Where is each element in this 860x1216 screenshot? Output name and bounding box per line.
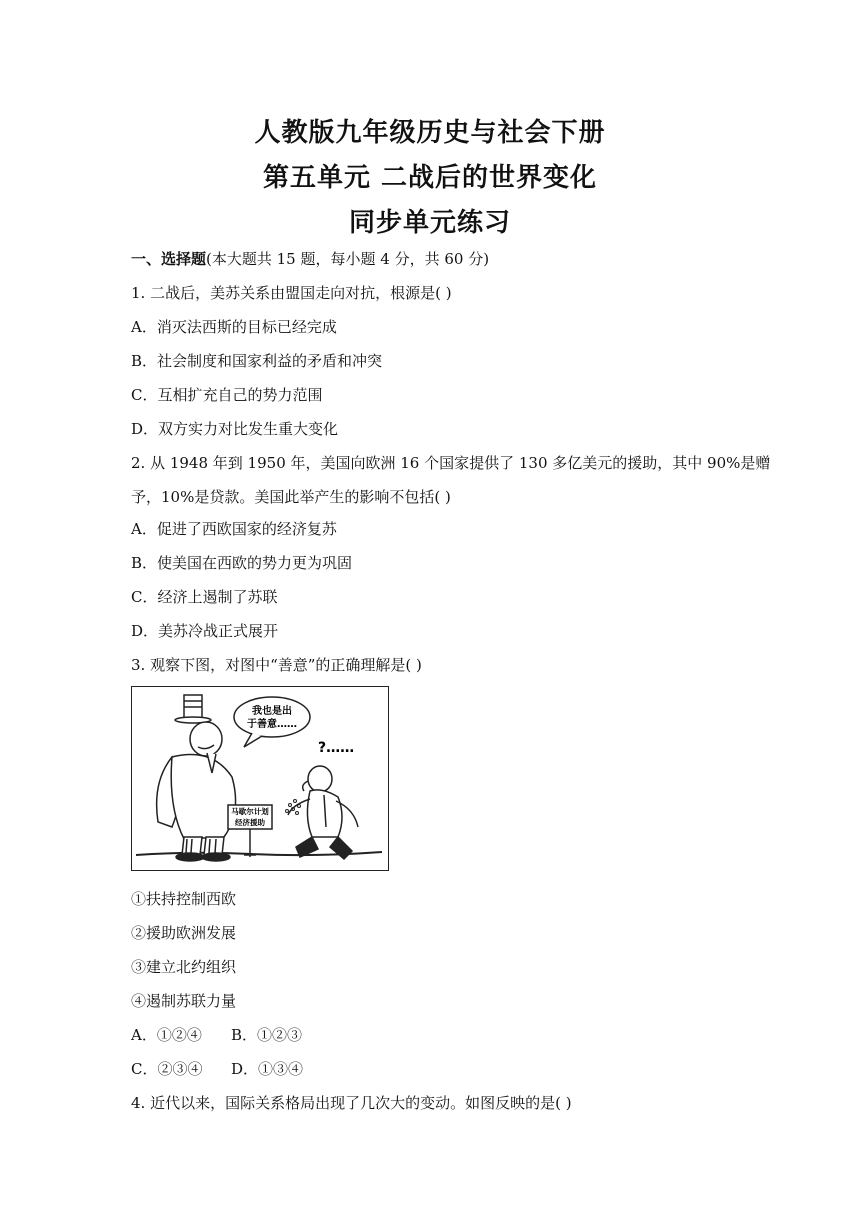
q4-stem: 4. 近代以来，国际关系格局出现了几次大的变动。如图反映的是( ) <box>131 1094 572 1112</box>
q1-option-d: D．双方实力对比发生重大变化 <box>131 420 339 438</box>
q3-stem: 3. 观察下图，对图中“善意”的正确理解是( ) <box>131 656 422 674</box>
q3-item-3: ③建立北约组织 <box>131 958 237 976</box>
section-label: 一、选择题 <box>131 250 207 268</box>
question-mark-text: ?…… <box>318 740 355 756</box>
q3-option-d: D．①③④ <box>231 1060 304 1078</box>
q2-option-b: B．使美国在西欧的势力更为巩固 <box>131 554 353 572</box>
q3-options-row1 <box>131 1024 302 1045</box>
doc-title: 人教版九年级历史与社会下册 <box>254 118 606 148</box>
scribble-decoration <box>286 800 301 815</box>
speech-text-line1: 我也是出 <box>252 706 292 717</box>
q2-option-a: A．促进了西欧国家的经济复苏 <box>131 520 337 538</box>
sign-text-line2: 经济援助 <box>235 818 265 827</box>
q3-option-b: B．①②③ <box>231 1026 303 1044</box>
q2-option-d: D．美苏冷战正式展开 <box>131 622 279 640</box>
q3-option-c: C．②③④ <box>131 1060 203 1078</box>
section-heading <box>131 248 489 269</box>
marshall-plan-cartoon <box>131 686 389 871</box>
unit-title: 第五单元 二战后的世界变化 <box>262 163 598 193</box>
q3-item-1: ①扶持控制西欧 <box>131 890 237 908</box>
q3-option-a: A．①②④ <box>131 1026 202 1044</box>
speech-text-line2: 于善意…… <box>247 719 297 730</box>
exercise-title: 同步单元练习 <box>348 208 511 238</box>
q3-item-2: ②援助欧洲发展 <box>131 924 237 942</box>
q2-stem-line1: 2. 从 1948 年到 1950 年，美国向欧洲 16 个国家提供了 130 多亿美元的援助，其中 90%是赠 <box>131 454 771 472</box>
q2-stem-line2: 予，10%是贷款。美国此举产生的影响不包括( ) <box>131 488 451 506</box>
q2-option-c: C．经济上遏制了苏联 <box>131 588 278 606</box>
section-note: (本大题共 15 题，每小题 4 分，共 60 分) <box>206 250 490 268</box>
q3-item-4: ④遏制苏联力量 <box>131 992 237 1010</box>
q1-option-b: B．社会制度和国家利益的矛盾和冲突 <box>131 352 383 370</box>
q1-option-c: C．互相扩充自己的势力范围 <box>131 386 323 404</box>
q1-stem: 1. 二战后，美苏关系由盟国走向对抗，根源是( ) <box>131 284 452 302</box>
uncle-sam-figure <box>157 695 236 861</box>
q3-options-row2 <box>131 1058 303 1079</box>
sign-text-line1: 马歇尔计划 <box>231 807 269 816</box>
q1-option-a: A．消灭法西斯的目标已经完成 <box>131 318 337 336</box>
